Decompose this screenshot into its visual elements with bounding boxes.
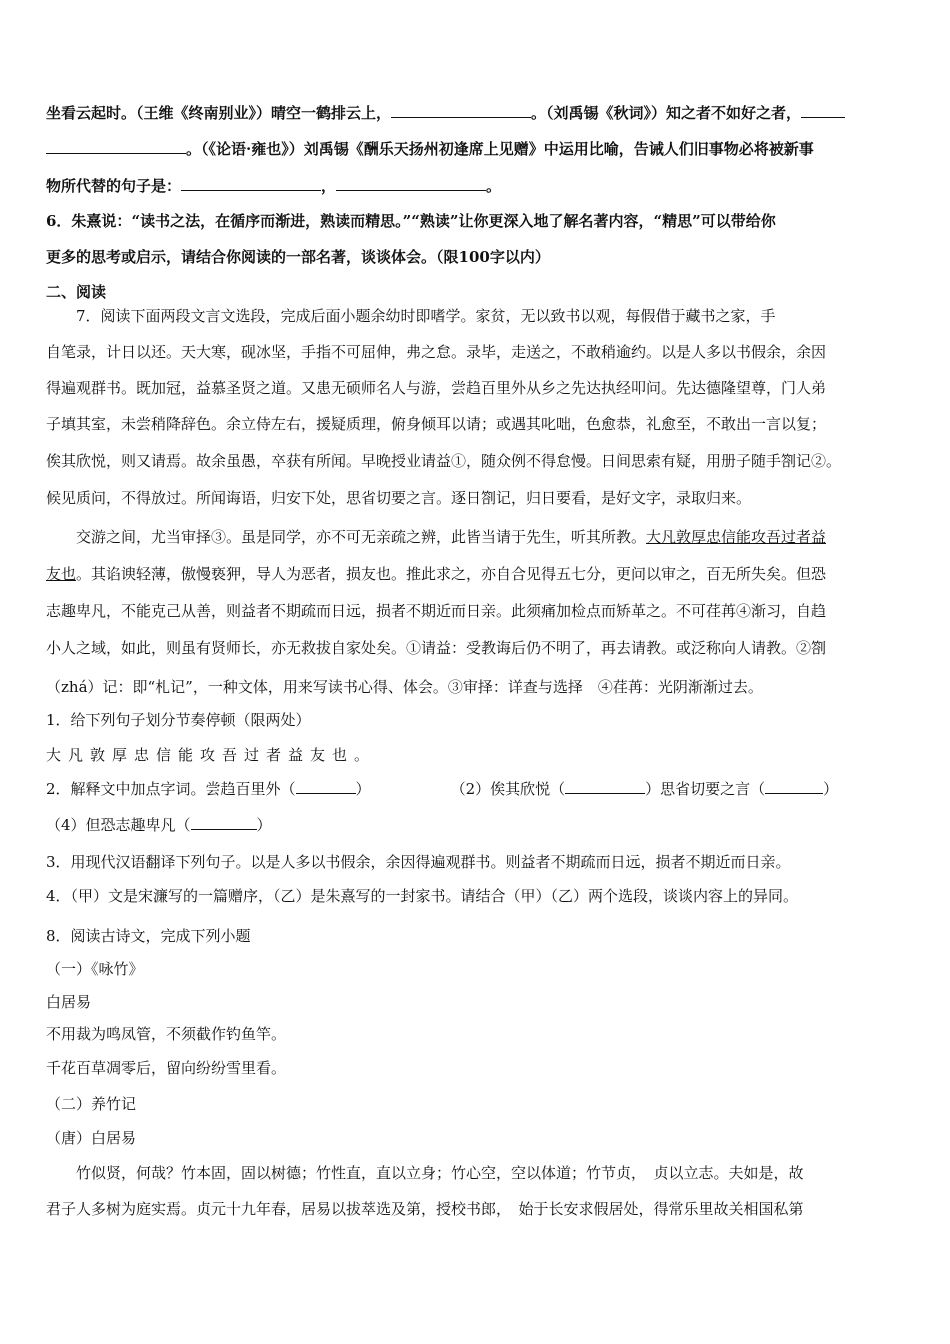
q7-sub-question-3: 3．用现代汉语翻译下列句子。以是人多以书假余，余因得遍观群书。则益者不期疏而日远，损者不期近而日亲。 xyxy=(46,853,791,871)
q7-passage2-line: 志趣卑凡，不能克己从善，则益者不期疏而日远，损者不期近而日亲。此须痛加检点而矫革之。不可荏苒④渐习，自趋 xyxy=(46,602,827,620)
essay-2-author: （唐）白居易 xyxy=(46,1129,137,1147)
q7-passage-line: 俟其欣悦，则又请焉。故余虽愚，卒获有所闻。早晚授业请益①，随众例不得怠慢。日间思索有疑，用册子随手劄记②。 xyxy=(46,452,842,470)
q7-sub-question-2: 2．解释文中加点字词。尝趋百里外（ ） （2）俟其欣悦（ ）思省切要之言（ ） xyxy=(46,780,839,798)
answer-blank[interactable] xyxy=(391,103,531,118)
q7-sub-question-1: 1．给下列句子划分节奏停顿（限两处） xyxy=(46,711,311,729)
question-6-line-1: 6．朱熹说：“读书之法，在循序而渐进，熟读而精思。”“熟读”让你更深入地了解名著内容，“精思”可以带给你 xyxy=(46,212,776,230)
essay-2-title: （二）养竹记 xyxy=(46,1095,137,1113)
section-title-reading: 二、阅读 xyxy=(46,283,107,301)
q7-passage-line: 7．阅读下面两段文言文选段，完成后面小题余幼时即嗜学。家贫，无以致书以观，每假借于藏书之家，手 xyxy=(76,307,776,325)
q7-passage2-line: 小人之域，如此，则虽有贤师长，亦无救拔自家处矣。①请益：受教诲后仍不明了，再去请教。或泛称向人请教。②劄 xyxy=(46,639,827,657)
q7-passage-line: 子填其室，未尝稍降辞色。余立侍左右，援疑质理，俯身倾耳以请；或遇其叱咄，色愈恭，礼愈至，不敢出一言以复； xyxy=(46,415,827,433)
essay-2-line: 君子人多树为庭实焉。贞元十九年春，居易以拔萃选及第，授校书郎， 始于长安求假居处，得常乐里故关相国私第 xyxy=(46,1200,804,1218)
q7-sub-question-2-part-4: （4）但恐志趣卑凡（ ） xyxy=(46,816,272,834)
essay-2-line: 竹似贤，何哉？竹本固，固以树德；竹性直，直以立身；竹心空，空以体道；竹节贞， 贞以立志。夫如是，故 xyxy=(76,1164,804,1182)
q7-sub-question-4: 4．（甲）文是宋濂写的一篇赠序，（乙）是朱熹写的一封家书。请结合（甲）（乙）两个选段，谈谈内容上的异同。 xyxy=(46,887,799,905)
answer-blank[interactable] xyxy=(336,176,486,191)
fill-blank-line-2: 。（《论语·雍也》）刘禹锡《酬乐天扬州初逢席上见赠》中运用比喻，告诫人们旧事物必将被新事 xyxy=(46,138,908,160)
answer-blank[interactable] xyxy=(565,779,645,794)
q7-sub-question-1-sentence: 大凡敦厚忠信能攻吾过者益友也。 xyxy=(46,746,377,764)
underlined-sentence: 大凡敦厚忠信能攻吾过者益 xyxy=(646,528,827,546)
q7-passage-line: 自笔录，计日以还。天大寒，砚冰坚，手指不可屈伸，弗之怠。录毕，走送之，不敢稍逾约。以是人多以书假余，余因 xyxy=(46,343,827,361)
q7-passage-line: 候见质问，不得放过。所闻诲语，归安下处，思省切要之言。逐日劄记，归日要看，是好文字，录取归来。 xyxy=(46,489,752,507)
underlined-sentence: 友也 xyxy=(46,565,77,583)
q7-passage2-line-2: 友也。其谄谀轻薄，傲慢亵狎，导人为恶者，损友也。推此求之，亦自合见得五七分，更问以审之，百无所失矣。但恐 xyxy=(46,565,827,583)
q7-passage-line: 得遍观群书。既加冠，益慕圣贤之道。又患无硕师名人与游，尝趋百里外从乡之先达执经叩问。先达德隆望尊，门人弟 xyxy=(46,379,827,397)
answer-blank[interactable] xyxy=(181,176,321,191)
poem-1-line: 千花百草凋零后，留向纷纷雪里看。 xyxy=(46,1059,287,1077)
answer-blank[interactable] xyxy=(46,139,186,154)
answer-blank[interactable] xyxy=(801,103,845,118)
poem-1-title: （一）《咏竹》 xyxy=(46,960,144,978)
answer-blank[interactable] xyxy=(296,779,356,794)
poem-1-line: 不用裁为鸣凤管，不须截作钓鱼竿。 xyxy=(46,1025,287,1043)
poem-1-author: 白居易 xyxy=(46,993,92,1011)
fill-blank-line-1: 坐看云起时。（王维《终南别业》）晴空一鹤排云上， 。（刘禹锡《秋词》）知之者不如好之者， xyxy=(46,102,908,124)
question-6-line-2: 更多的思考或启示，请结合你阅读的一部名著，谈谈体会。（限100字以内） xyxy=(46,248,550,266)
fill-blank-line-3: 物所代替的句子是： ， 。 xyxy=(46,177,502,195)
q7-footnotes: （zhá）记：即“札记”，一种文体，用来写读书心得、体会。③审择：详查与选择 ④荏苒：光阴渐渐过去。 xyxy=(46,678,763,696)
answer-blank[interactable] xyxy=(765,779,823,794)
q8-title: 8．阅读古诗文，完成下列小题 xyxy=(46,927,251,945)
q7-passage2-line-1: 交游之间，尤当审择③。虽是同学，亦不可无亲疏之辨，此皆当请于先生，听其所教。大凡敦厚忠信能攻吾过者益 xyxy=(76,528,827,546)
answer-blank[interactable] xyxy=(191,815,257,830)
